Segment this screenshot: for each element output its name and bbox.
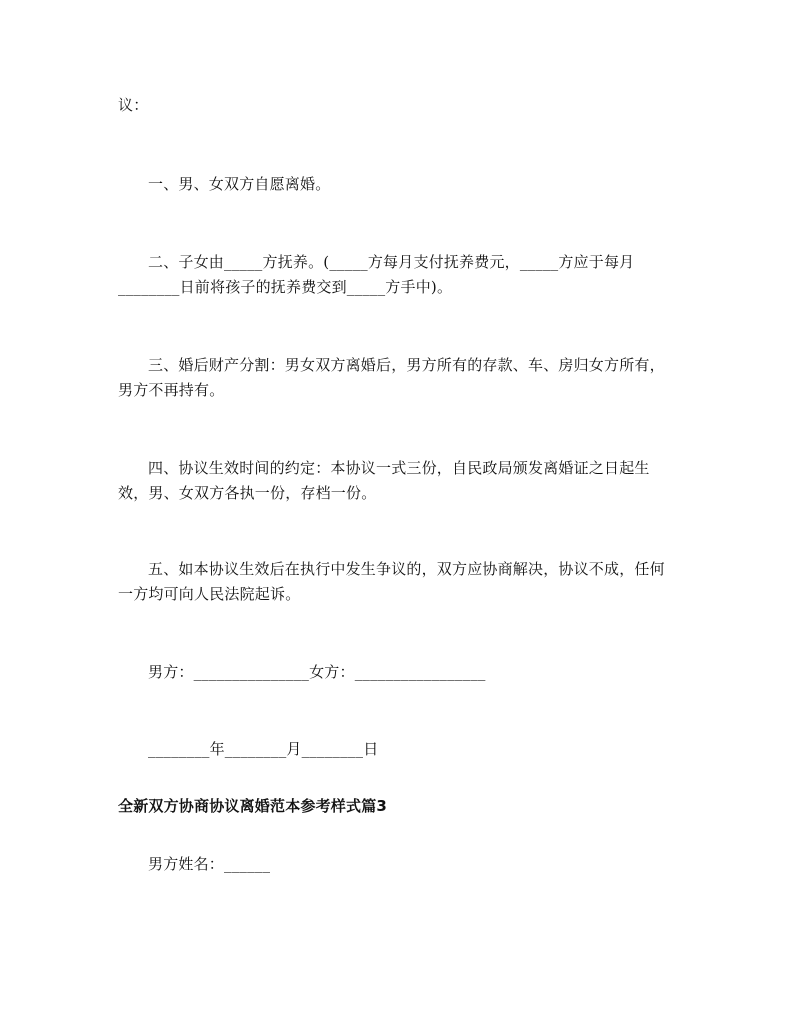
- clause-4-line-2: 效，男、女双方各执一份，存档一份。: [118, 484, 377, 502]
- section-heading: 全新双方协商协议离婚范本参考样式篇3: [118, 797, 388, 815]
- text-line-intro-tail: 议：: [118, 96, 149, 114]
- clause-1: 一、男、女双方自愿离婚。: [148, 175, 331, 193]
- signature-line: 男方：_______________女方：_________________: [148, 663, 486, 681]
- clause-3-line-2: 男方不再持有。: [118, 381, 225, 399]
- clause-4-line-1: 四、协议生效时间的约定：本协议一式三份，自民政局颁发离婚证之日起生: [148, 459, 650, 477]
- male-name-line: 男方姓名：______: [148, 855, 271, 873]
- clause-2-line-1: 二、子女由_____方抚养。(_____方每月支付抚养费元，_____方应于每月: [148, 253, 635, 271]
- clause-5-line-1: 五、如本协议生效后在执行中发生争议的，双方应协商解决，协议不成，任何: [148, 560, 665, 578]
- clause-2-line-2: ________日前将孩子的抚养费交到_____方手中)。: [118, 278, 453, 296]
- clause-5-line-2: 一方均可向人民法院起诉。: [118, 585, 301, 603]
- clause-3-line-1: 三、婚后财产分割：男女双方离婚后，男方所有的存款、车、房归女方所有，: [148, 356, 665, 374]
- date-line: ________年________月________日: [148, 740, 379, 758]
